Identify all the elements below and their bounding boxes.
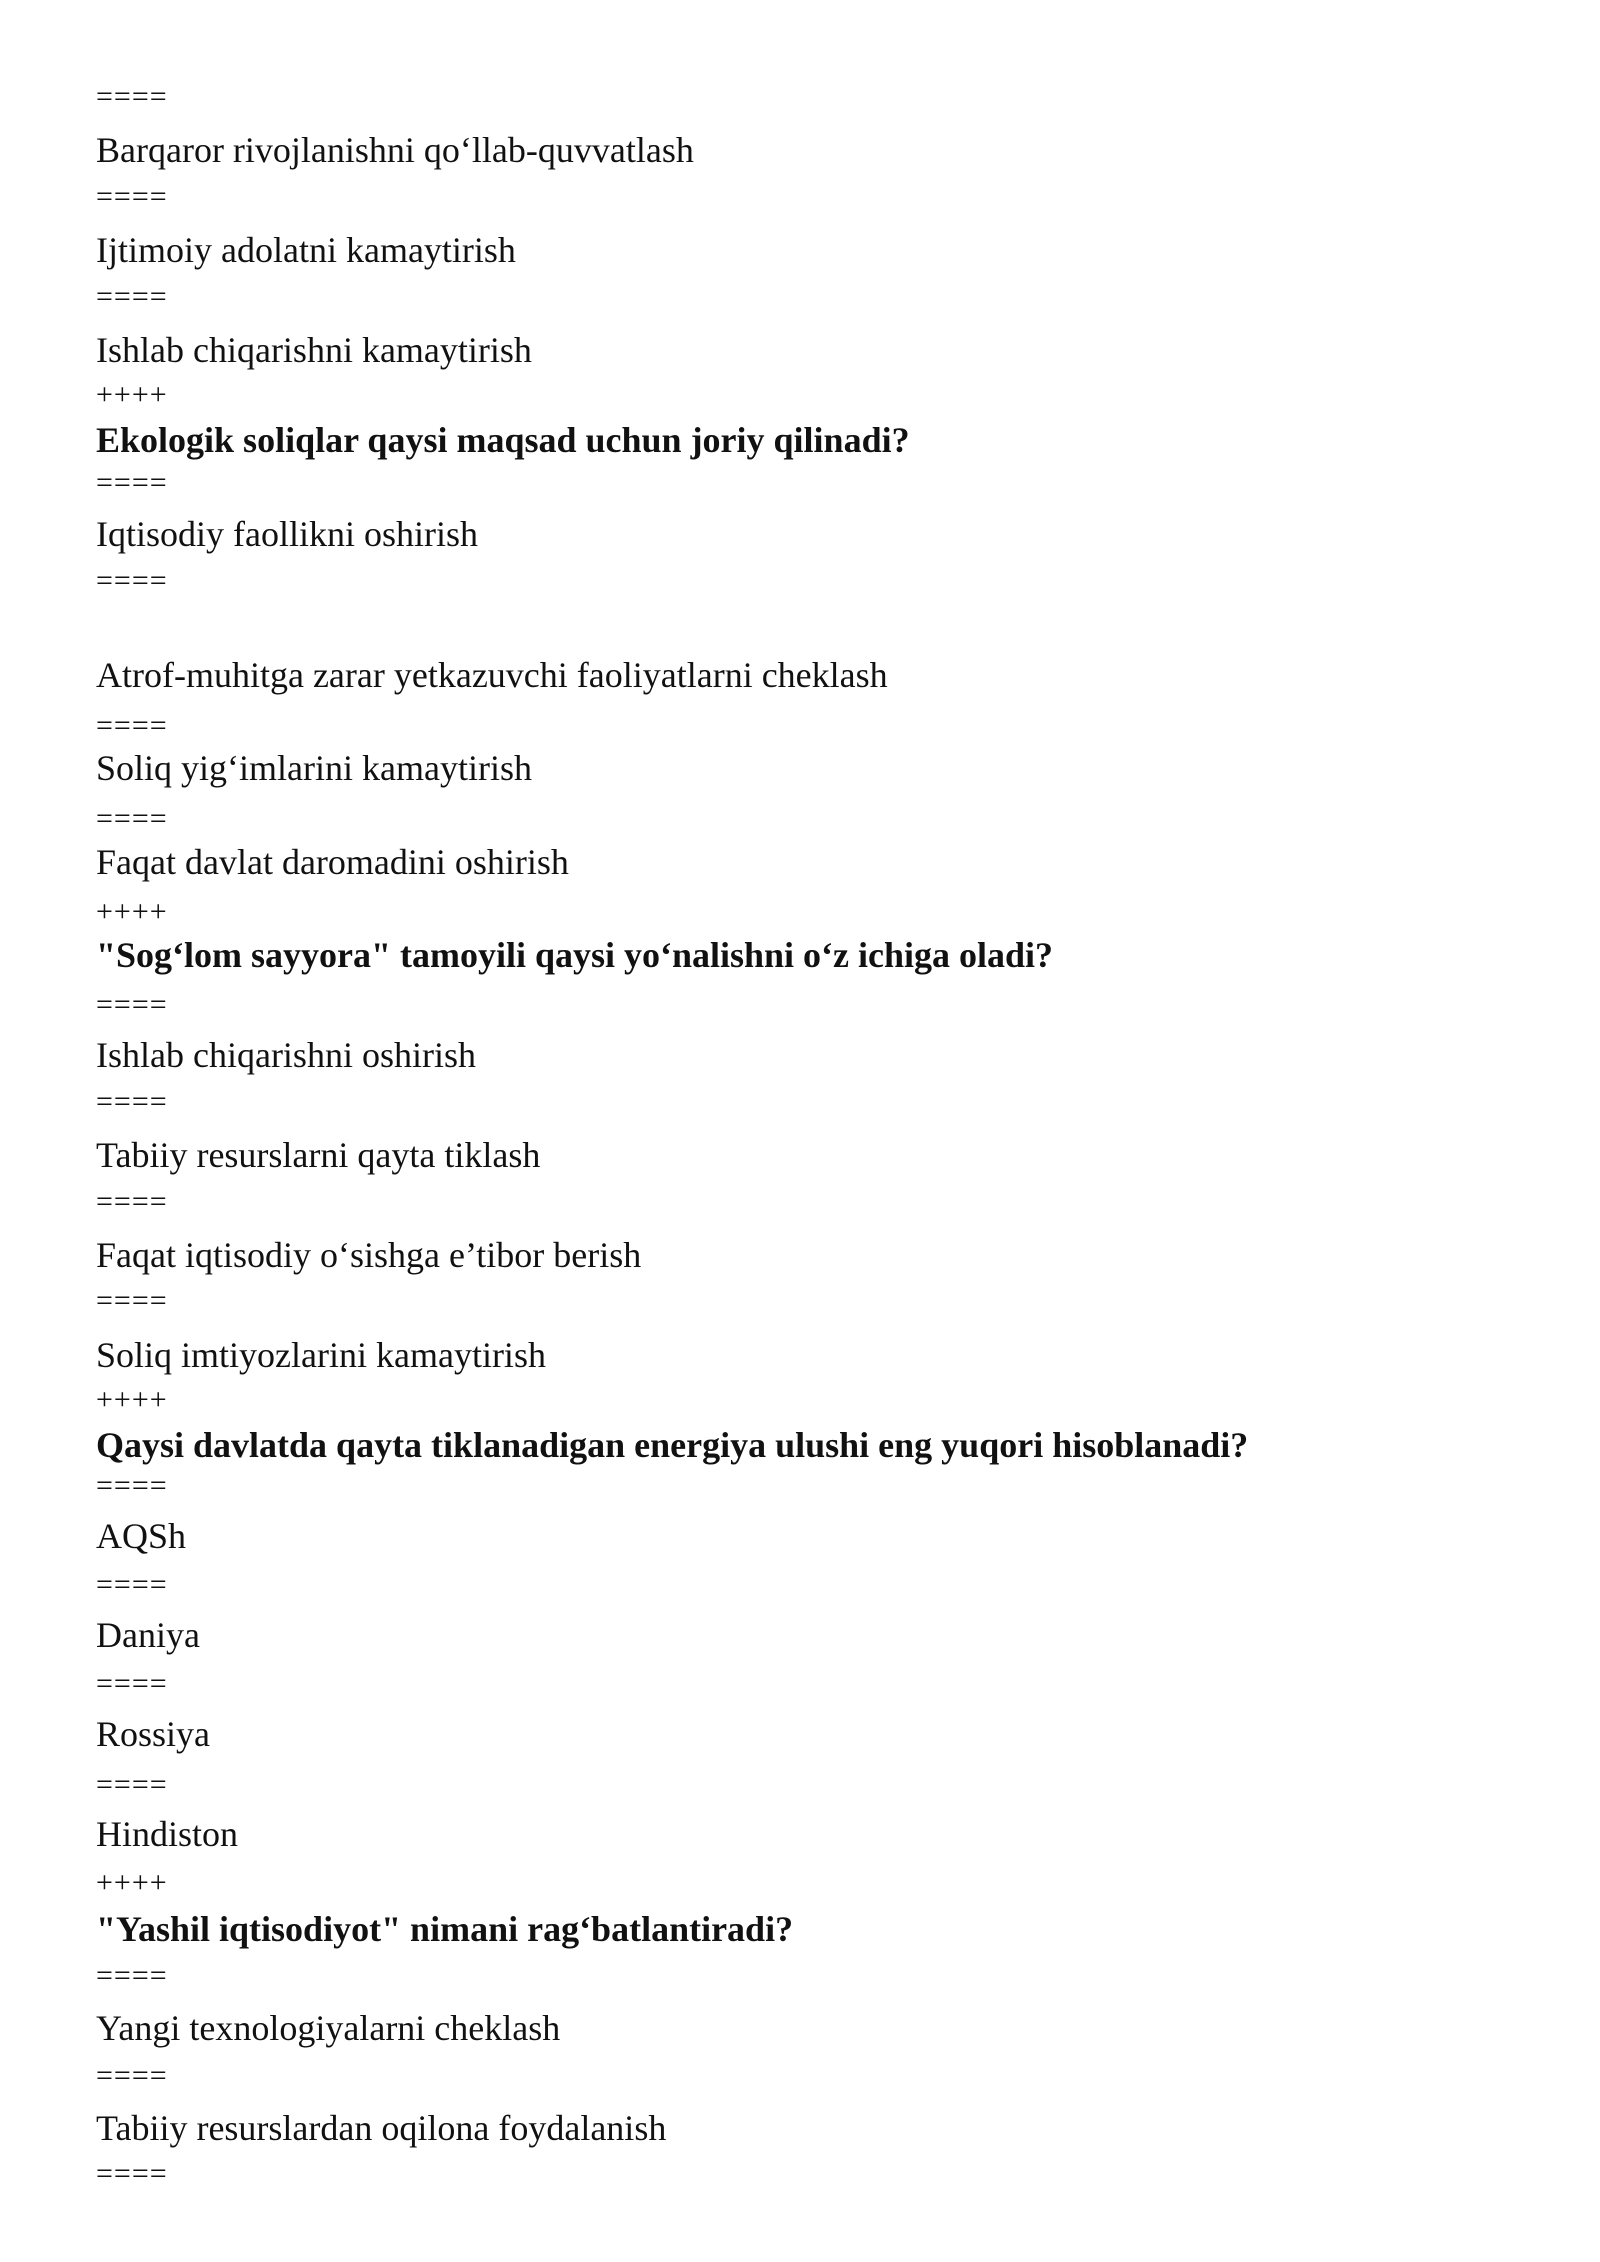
question-text: "Yashil iqtisodiyot" nimani rag‘batlantiradi? [96, 1909, 794, 1949]
separator-line: ==== [96, 2157, 168, 2190]
separator-line: ==== [96, 466, 168, 499]
answer-option: Faqat iqtisodiy o‘sishga e’tibor berish [96, 1235, 642, 1275]
separator-line: ++++ [96, 1866, 168, 1899]
separator-line: ==== [96, 802, 168, 835]
answer-option: Yangi texnologiyalarni cheklash [96, 2008, 561, 2048]
question-text: Ekologik soliqlar qaysi maqsad uchun joriy qilinadi? [96, 420, 910, 460]
separator-line: ++++ [96, 1383, 168, 1416]
question-text: "Sog‘lom sayyora" tamoyili qaysi yo‘nalishni o‘z ichiga oladi? [96, 935, 1054, 975]
separator-line: ==== [96, 1469, 168, 1502]
separator-line: ==== [96, 2059, 168, 2092]
separator-line: ==== [96, 180, 168, 213]
answer-option: Daniya [96, 1615, 200, 1655]
answer-option: Rossiya [96, 1714, 211, 1754]
answer-option: Ishlab chiqarishni oshirish [96, 1035, 476, 1075]
answer-option: Faqat davlat daromadini oshirish [96, 842, 569, 882]
answer-option: Hindiston [96, 1814, 239, 1854]
separator-line: ==== [96, 988, 168, 1021]
separator-line: ==== [96, 1568, 168, 1601]
separator-line: ==== [96, 1768, 168, 1801]
answer-option: Soliq imtiyozlarini kamaytirish [96, 1335, 546, 1375]
answer-option: Ijtimoiy adolatni kamaytirish [96, 230, 516, 270]
separator-line: ==== [96, 1185, 168, 1218]
separator-line: ==== [96, 564, 168, 597]
answer-option: Iqtisodiy faollikni oshirish [96, 514, 478, 554]
answer-option: Soliq yig‘imlarini kamaytirish [96, 748, 532, 788]
answer-option: Tabiiy resurslarni qayta tiklash [96, 1135, 541, 1175]
separator-line: ==== [96, 1284, 168, 1317]
separator-line: ==== [96, 1959, 168, 1992]
separator-line: ==== [96, 80, 168, 113]
answer-option: Barqaror rivojlanishni qo‘llab-quvvatlash [96, 130, 694, 170]
answer-option: AQSh [96, 1516, 187, 1556]
answer-option: Ishlab chiqarishni kamaytirish [96, 330, 532, 370]
separator-line: ++++ [96, 895, 168, 928]
separator-line: ==== [96, 1667, 168, 1700]
separator-line: ==== [96, 709, 168, 742]
answer-option: Tabiiy resurslardan oqilona foydalanish [96, 2108, 667, 2148]
answer-option: Atrof-muhitga zarar yetkazuvchi faoliyatlarni cheklash [96, 655, 888, 695]
separator-line: ==== [96, 1085, 168, 1118]
separator-line: ==== [96, 280, 168, 313]
separator-line: ++++ [96, 378, 168, 411]
question-text: Qaysi davlatda qayta tiklanadigan energiya ulushi eng yuqori hisoblanadi? [96, 1425, 1249, 1465]
